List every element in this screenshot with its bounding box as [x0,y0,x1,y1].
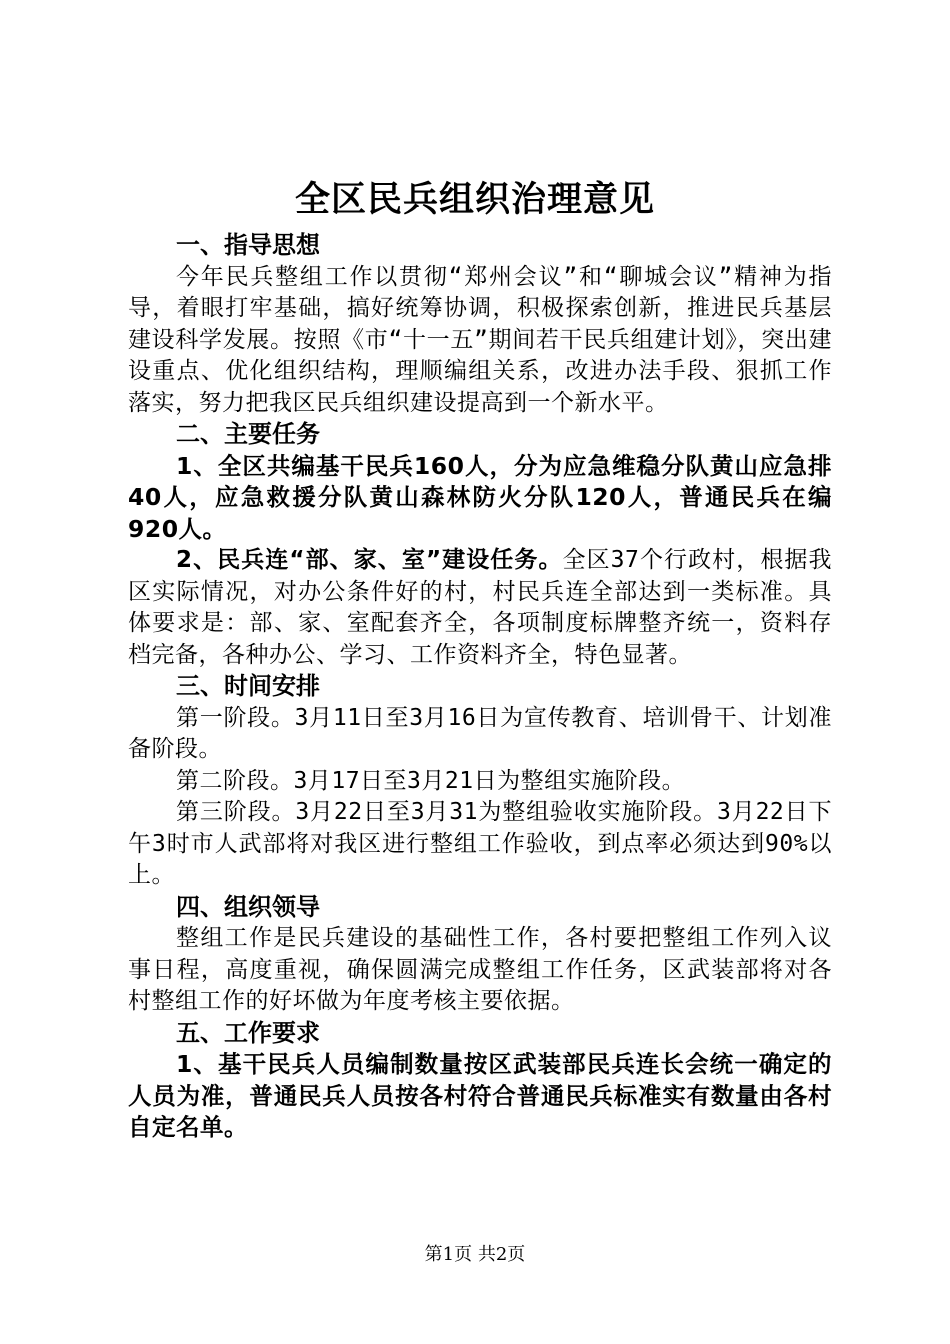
paragraph-stage-2: 第二阶段。3月17日至3月21日为整组实施阶段。 [176,767,686,794]
paragraph-guiding-thought: 今年民兵整组工作以贯彻“郑州会议”和“聊城会议”精神为指导，着眼打牢基础，搞好统筹协调，积极探索创新，推进民兵基层建设科学发展。按照《市“十一五”期间若干民兵组建计划》，突出建设重点、优化组织结构，理顺编组关系，改进办法手段、狠抓工作落实，努力把我区民兵组织建设提高到一个新水平。 [128,263,832,416]
document-body [128,230,832,1144]
section-heading-guiding-thought: 一、指导思想 [176,231,320,259]
section-heading-leadership: 四、组织领导 [176,892,320,921]
paragraph-stage-3: 第三阶段。3月22日至3月31为整组验收实施阶段。3月22日下午3时市人武部将对我区进行整组工作验收，到点率必须达到90%以上。 [128,799,832,888]
section-heading-requirements: 五、工作要求 [176,1018,320,1047]
task-2-lead: 2、民兵连“部、家、室”建设任务。 [176,547,563,573]
section-heading-main-tasks: 二、主要任务 [176,420,320,448]
page-number-footer: 第1页 共2页 [424,1244,526,1265]
paragraph-task-1: 1、全区共编基干民兵160人，分为应急维稳分队黄山应急排40人，应急救援分队黄山森林防火分队120人，普通民兵在编920人。 [128,451,832,543]
paragraph-task-2 [128,545,832,671]
task-2-body: 全区37个行政村，根据我区实际情况，对办公条件好的村，村民兵连全部达到一类标准。具体要求是：部、家、室配套齐全，各项制度标牌整齐统一，资料存档完备，各种办公、学习、工作资料齐全，特色显著。 [128,547,832,668]
section-heading-schedule: 三、时间安排 [176,672,320,700]
document-title: 全区民兵组织治理意见 [294,180,655,220]
paragraph-leadership: 整组工作是民兵建设的基础性工作，各村要把整组工作列入议事日程，高度重视，确保圆满完成整组工作任务，区武装部将对各村整组工作的好坏做为年度考核主要依据。 [128,925,832,1014]
paragraph-stage-1: 第一阶段。3月11日至3月16日为宣传教育、培训骨干、计划准备阶段。 [128,704,832,762]
paragraph-requirement-1: 1、基干民兵人员编制数量按区武装部民兵连长会统一确定的人员为准，普通民兵人员按各村符合普通民兵标准实有数量由各村自定名单。 [128,1050,832,1141]
